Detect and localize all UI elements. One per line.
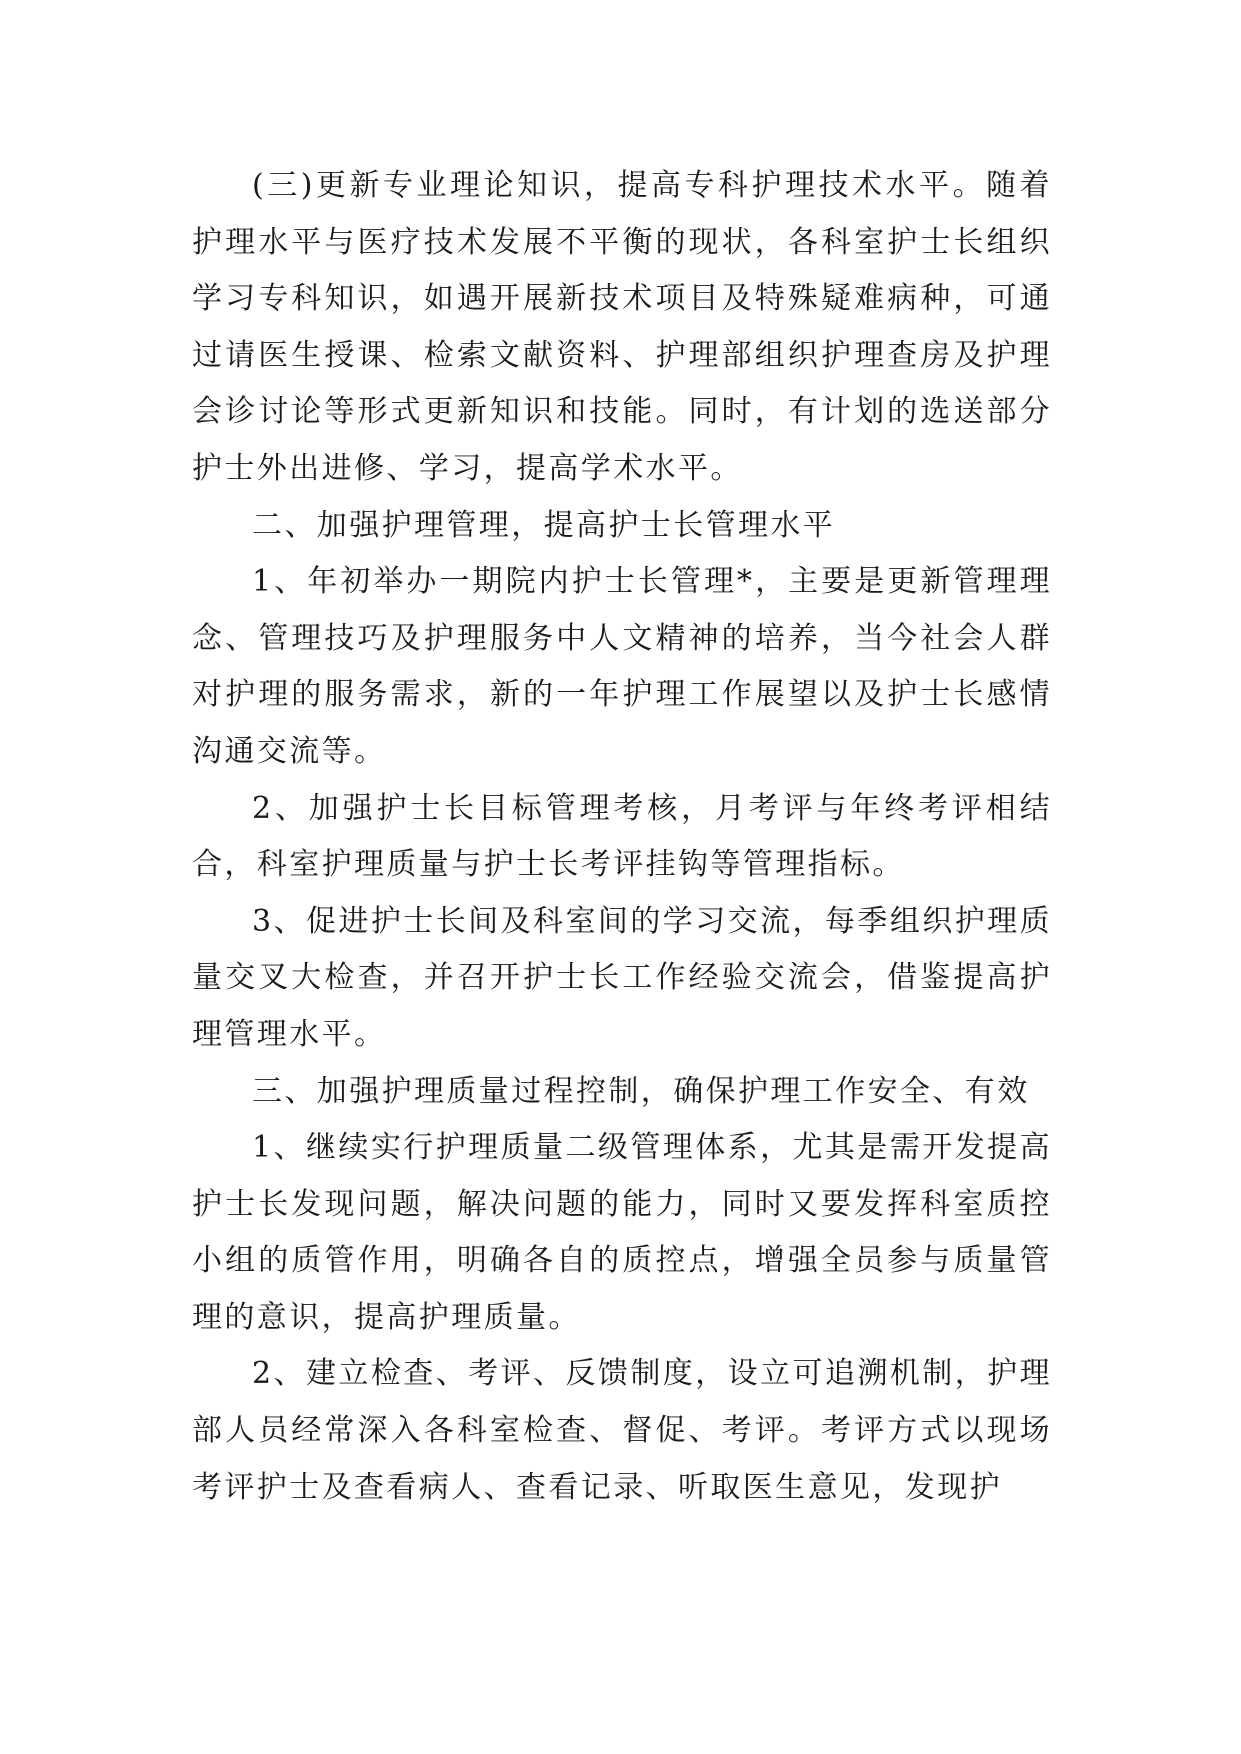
paragraph-head-nurse-training: 1、年初举办一期院内护士长管理*，主要是更新管理理念、管理技巧及护理服务中人文精神的培养，当今社会人群对护理的服务需求，新的一年护理工作展望以及护士长感情沟通交流等。 xyxy=(192,564,1052,769)
section-heading-quality-control: 三、加强护理质量过程控制，确保护理工作安全、有效 xyxy=(252,1073,1030,1109)
paragraph-quality-system: 1、继续实行护理质量二级管理体系，尤其是需开发提高护士长发现问题，解决问题的能力，同时又要发挥科室质控小组的质管作用，明确各自的质控点，增强全员参与质量管理的意识，提高护理质量。 xyxy=(192,1130,1052,1335)
paragraph-specialty-knowledge: (三)更新专业理论知识，提高专科护理技术水平。随着护理水平与医疗技术发展不平衡的现状，各科室护士长组织学习专科知识，如遇开展新技术项目及特殊疑难病种，可通过请医生授课、检索文献资料、护理部组织护理查房及护理会诊讨论等形式更新知识和技能。同时，有计划的选送部分护士外出进修、学习，提高学术水平。 xyxy=(192,168,1052,486)
paragraph-exchange-learning: 3、促进护士长间及科室间的学习交流，每季组织护理质量交叉大检查，并召开护士长工作经验交流会，借鉴提高护理管理水平。 xyxy=(192,903,1052,1052)
document-body xyxy=(192,158,1052,1516)
paragraph-target-assessment: 2、加强护士长目标管理考核，月考评与年终考评相结合，科室护理质量与护士长考评挂钩等管理指标。 xyxy=(192,790,1052,883)
section-heading-nursing-management: 二、加强护理管理，提高护士长管理水平 xyxy=(252,507,836,543)
paragraph-feedback-system: 2、建立检查、考评、反馈制度，设立可追溯机制，护理部人员经常深入各科室检查、督促、考评。考评方式以现场考评护士及查看病人、查看记录、听取医生意见，发现护 xyxy=(192,1356,1052,1505)
